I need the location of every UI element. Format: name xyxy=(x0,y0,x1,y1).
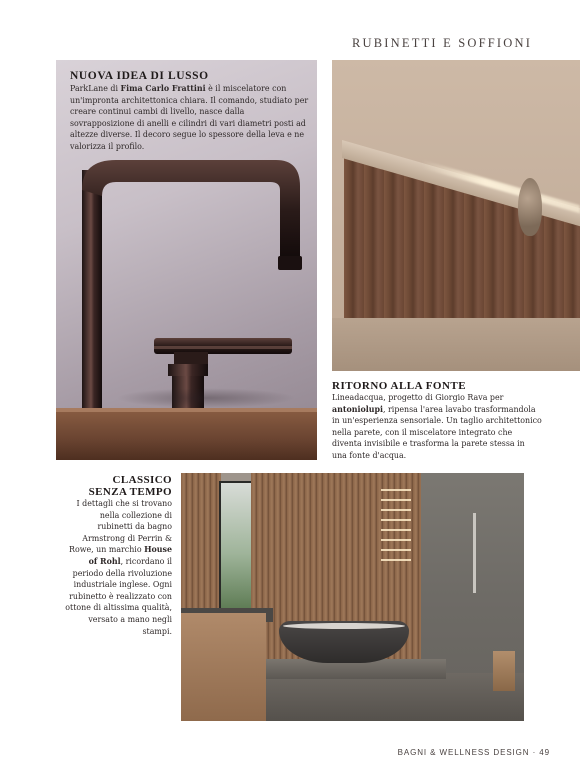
brand-name: antoniolupi xyxy=(332,404,384,414)
vanity-cabinet xyxy=(181,613,266,721)
article-lineadacqua xyxy=(332,380,542,462)
body-text: I dettagli che si trovano nella collezione di rubinetti da bagno Armstrong di Perrin & Rowe, un marchio xyxy=(69,499,172,555)
article-body xyxy=(332,392,542,462)
article-heading xyxy=(64,474,172,498)
article-parklane xyxy=(70,70,310,153)
body-text: ParkLane di xyxy=(70,84,121,93)
body-text: Lineadacqua, progetto di Giorgio Rava per xyxy=(332,393,504,402)
article-body xyxy=(70,83,310,153)
heading-line: CLASSICO xyxy=(112,474,172,486)
shower-riser xyxy=(473,513,476,593)
body-text: , ripensa l'area lavabo trasformandola in un'esperienza sensoriale. Un taglio architettonico nella parete, con il miscelatore integrato che diventa invisibile e trasforma la parete stessa in una fonte d'acqua. xyxy=(332,404,542,460)
floor xyxy=(332,318,580,371)
article-body xyxy=(64,498,172,637)
brand-name: Fima Carlo Frattini xyxy=(120,84,206,93)
brand-name: House of Rohl xyxy=(88,545,172,566)
body-text: è il miscelatore con un'impronta architettonica chiara. Il comando, studiato per creare continui cambi di livello, nasce dalla sovrapposizione di anelli e cilindri di vari diametri posti ad altezze diverse. Il decoro segue lo spessore della leva e ne valorizza il profilo. xyxy=(70,84,309,151)
heading-line: SENZA TEMPO xyxy=(88,486,172,498)
section-title: RUBINETTI E SOFFIONI xyxy=(352,36,533,50)
body-text: , ricordano il periodo della rivoluzione industriale inglese. Ogni rubinetto è realizzato con ottone di altissima qualità, versato a mano negli stampi. xyxy=(65,556,172,636)
article-heading: NUOVA IDEA DI LUSSO xyxy=(70,70,209,82)
article-heading: RITORNO ALLA FONTE xyxy=(332,380,467,392)
pendant-lights xyxy=(381,481,411,567)
photo-armstrong-bathroom xyxy=(181,473,524,721)
wooden-stool xyxy=(493,651,515,691)
article-armstrong xyxy=(64,474,172,637)
page-footer: BAGNI & WELLNESS DESIGN · 49 xyxy=(397,748,550,757)
photo-lineadacqua xyxy=(332,60,580,371)
sculpture xyxy=(518,178,542,236)
